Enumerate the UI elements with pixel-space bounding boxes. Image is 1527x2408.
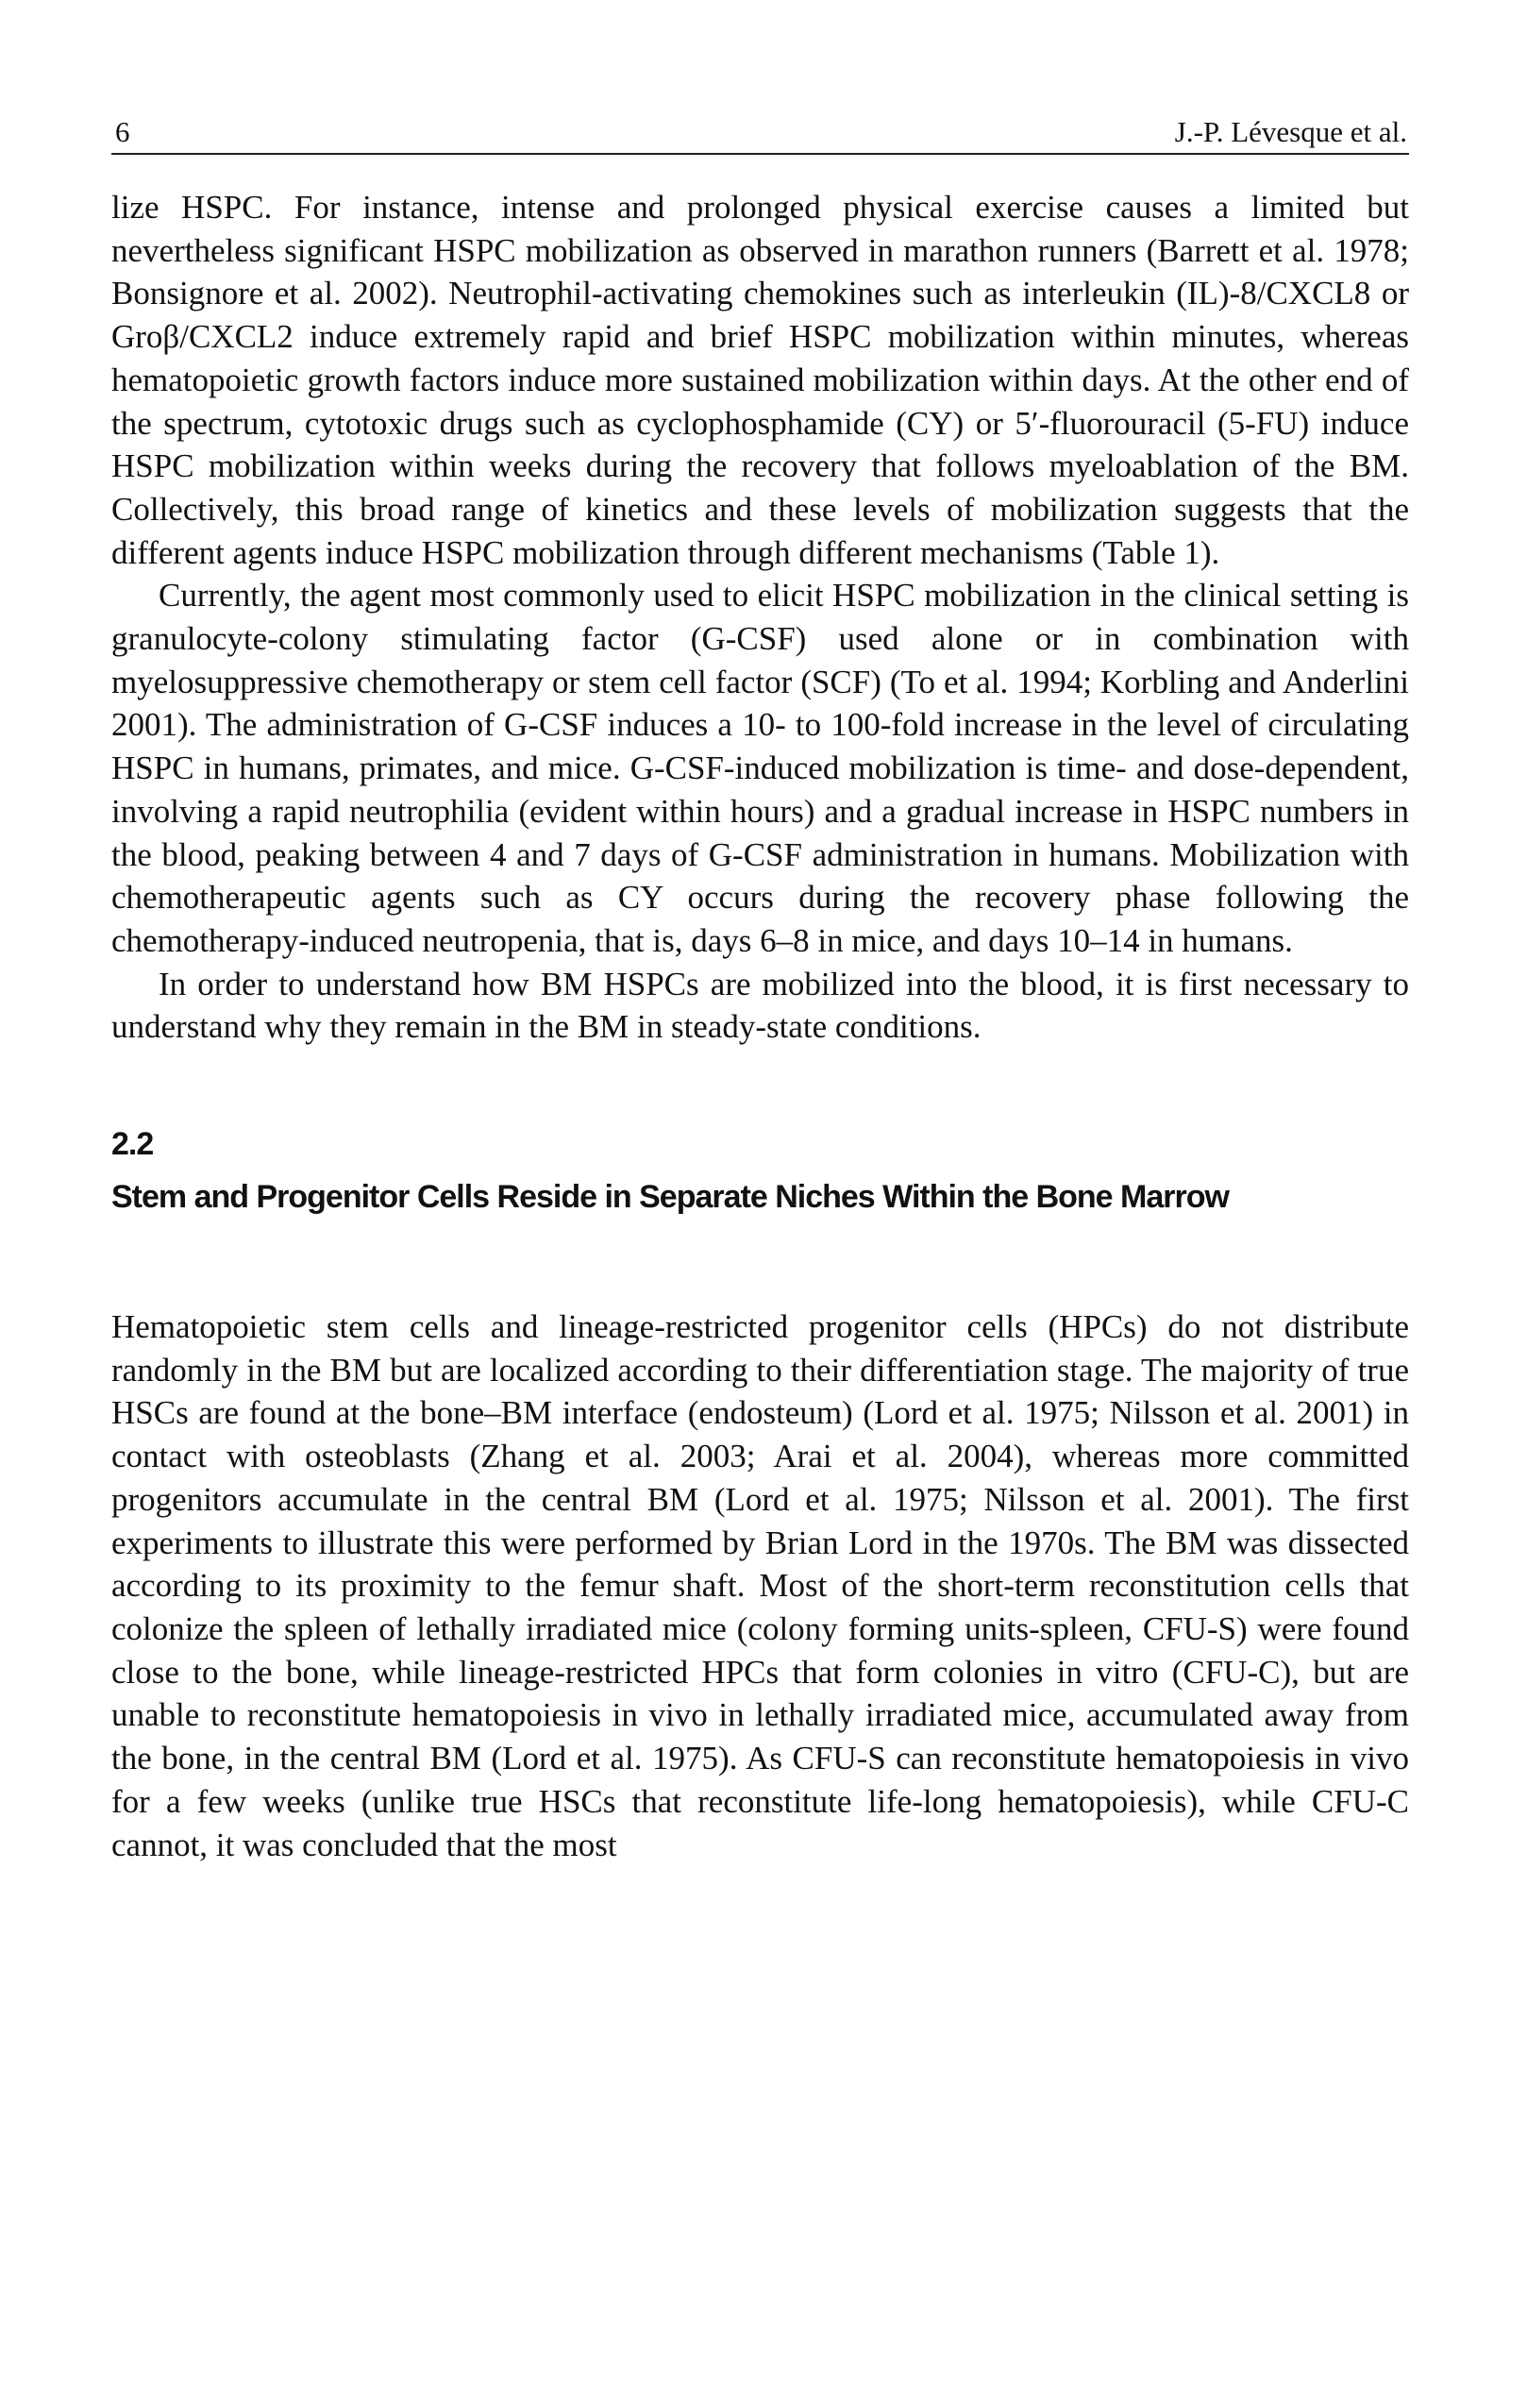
paragraph-understanding: In order to understand how BM HSPCs are mobilized into the blood, it is first necessary to understand why they remain in the BM in steady-state conditions. — [111, 965, 1409, 1046]
paragraph-g-csf: Currently, the agent most commonly used to elicit HSPC mobilization in the clinical setting is granulocyte-colony stimulating factor (G-CSF) used alone or in combination with myelosuppressive chemotherapy or stem cell factor (SCF) (To et al. 1994; Korbling and Anderlini 2001). The administration of G-CSF induces a 10- to 100-fold increase in the level of circulating HSPC in humans, primates, and mice. G-CSF-induced mobilization is time- and dose-dependent, involving a rapid neutrophilia (evident within hours) and a gradual increase in HSPC numbers in the blood, peaking between 4 and 7 days of G-CSF administration in humans. Mobilization with chemotherapeutic agents such as CY occurs during the recovery phase following the chemotherapy-induced neutropenia, that is, days 6–8 in mice, and days 10–14 in humans. — [111, 577, 1409, 959]
section-heading — [111, 1122, 1409, 1219]
book-page — [111, 0, 1409, 2408]
running-head-authors: J.-P. Lévesque et al. — [1174, 115, 1407, 148]
section-paragraph: Hematopoietic stem cells and lineage-restricted progenitor cells (HPCs) do not distribute randomly in the BM but are localized according to their differentiation stage. The majority of true HSCs are found at the bone–BM interface (endosteum) (Lord et al. 1975; Nilsson et al. 2001) in contact with osteoblasts (Zhang et al. 2003; Arai et al. 2004), whereas more committed progenitors accumulate in the central BM (Lord et al. 1975; Nilsson et al. 2001). The first experiments to illustrate this were performed by Brian Lord in the 1970s. The BM was dissected according to its proximity to the femur shaft. Most of the short-term reconstitution cells that colonize the spleen of lethally irradiated mice (colony forming units-spleen, CFU-S) were found close to the bone, while lineage-restricted HPCs that form colonies in vitro (CFU-C), but are unable to reconstitute hematopoiesis in vivo in lethally irradiated mice, accumulated away from the bone, in the central BM (Lord et al. 1975). As CFU-S can reconstitute hematopoiesis in vivo for a few weeks (unlike true HSCs that reconstitute life-long hematopoiesis), while CFU-C cannot, it was concluded that the most — [111, 1308, 1409, 1863]
paragraph-continuation: lize HSPC. For instance, intense and prolonged physical exercise causes a limited but nevertheless significant HSPC mobilization as observed in marathon runners (Barrett et al. 1978; Bonsignore et al. 2002). Neutrophil-activating chemokines such as interleukin (IL)-8/CXCL8 or Groβ/CXCL2 induce extremely rapid and brief HSPC mobilization within minutes, whereas hematopoietic growth factors induce more sustained mobilization within days. At the other end of the spectrum, cytotoxic drugs such as cyclophosphamide (CY) or 5′-fluorouracil (5-FU) induce HSPC mobilization within weeks during the recovery that follows myeloablation of the BM. Collectively, this broad range of kinetics and these levels of mobilization suggests that the different agents induce HSPC mobilization through different mechanisms (Table 1). — [111, 189, 1409, 571]
page-number: 6 — [115, 115, 130, 148]
body-text — [111, 186, 1409, 1866]
section-number: 2.2 — [111, 1126, 154, 1163]
running-head — [111, 111, 1409, 155]
section-title: Stem and Progenitor Cells Reside in Separate Niches Within the Bone Marrow — [111, 1179, 1229, 1216]
